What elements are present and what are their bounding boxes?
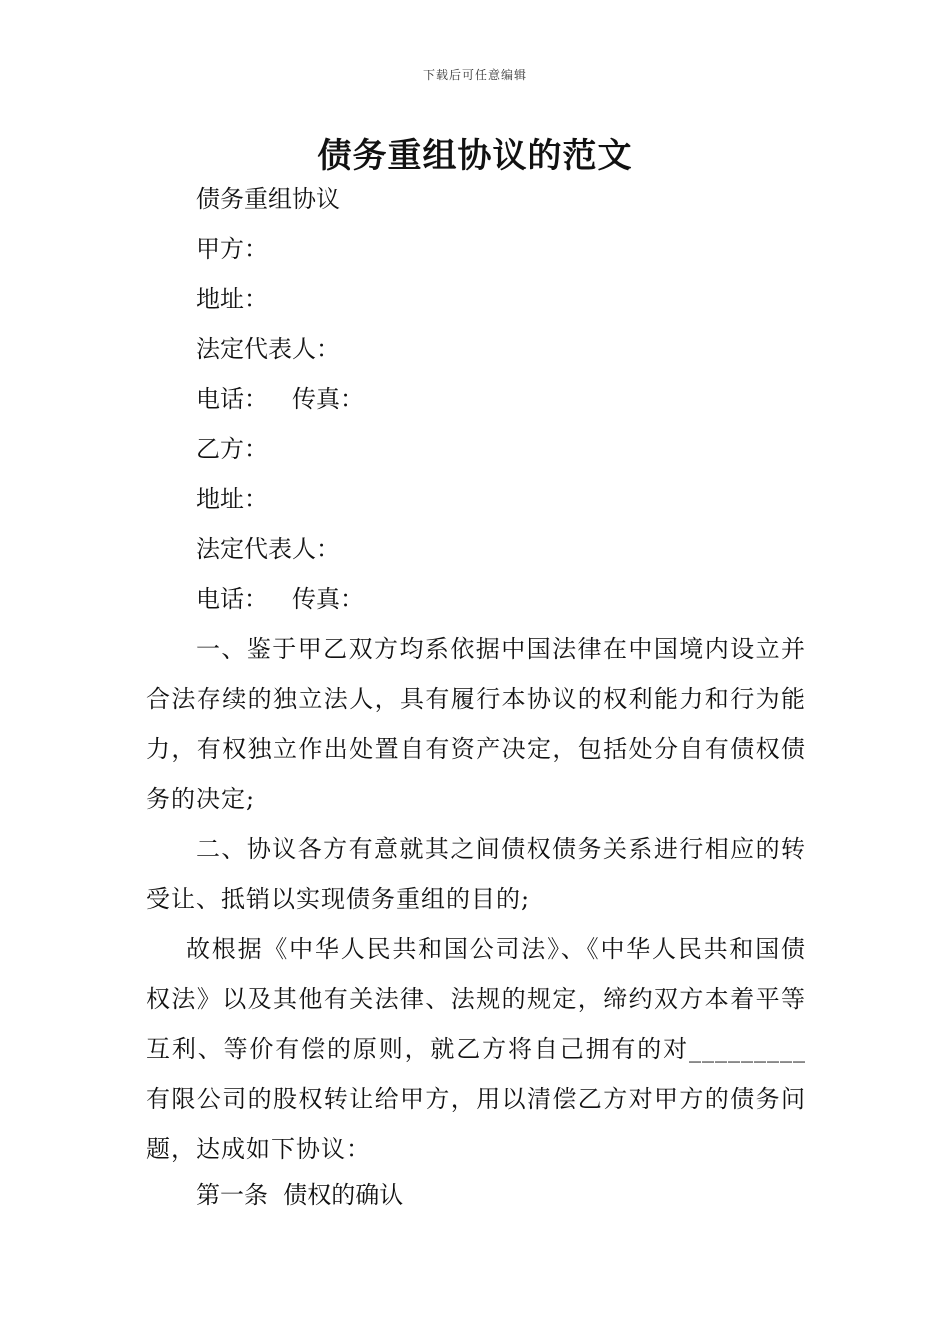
party-a-phone: 电话： bbox=[196, 385, 268, 413]
document-title: 债务重组协议的范文 bbox=[317, 136, 633, 176]
article-1-heading: 第一条 债权的确认 bbox=[196, 1181, 404, 1209]
party-a-label: 甲方： bbox=[196, 235, 268, 263]
party-b-label: 乙方： bbox=[196, 435, 268, 463]
party-a-fax: 传真： bbox=[292, 385, 364, 413]
agreement-subtitle: 债务重组协议 bbox=[196, 185, 340, 213]
paragraph-recital-1: 一、鉴于甲乙双方均系依据中国法律在中国境内设立并合法存续的独立法人，具有履行本协议的权利能力和行为能力，有权独立作出处置自有资产决定，包括处分自有债权债务的决定; bbox=[146, 635, 806, 813]
paragraph-recital-2: 二、协议各方有意就其之间债权债务关系进行相应的转受让、抵销以实现债务重组的目的; bbox=[146, 835, 806, 913]
party-b-phone: 电话： bbox=[196, 585, 268, 613]
party-a-address: 地址： bbox=[196, 285, 268, 313]
party-a-legal-rep: 法定代表人： bbox=[196, 335, 340, 363]
party-b-contact bbox=[196, 584, 364, 614]
party-b-address: 地址： bbox=[196, 485, 268, 513]
header-note: 下载后可任意编辑 bbox=[422, 68, 527, 82]
party-b-legal-rep: 法定代表人： bbox=[196, 535, 340, 563]
party-a-contact bbox=[196, 384, 364, 414]
party-b-fax: 传真： bbox=[292, 585, 364, 613]
paragraph-basis: 故根据《中华人民共和国公司法》、《中华人民共和国债权法》以及其他有关法律、法规的规定，缔约双方本着平等互利、等价有偿的原则，就乙方将自己拥有的对_________有限公司的股权转让给甲方，用以清偿乙方对甲方的债务问题，达成如下协议： bbox=[146, 935, 806, 1163]
